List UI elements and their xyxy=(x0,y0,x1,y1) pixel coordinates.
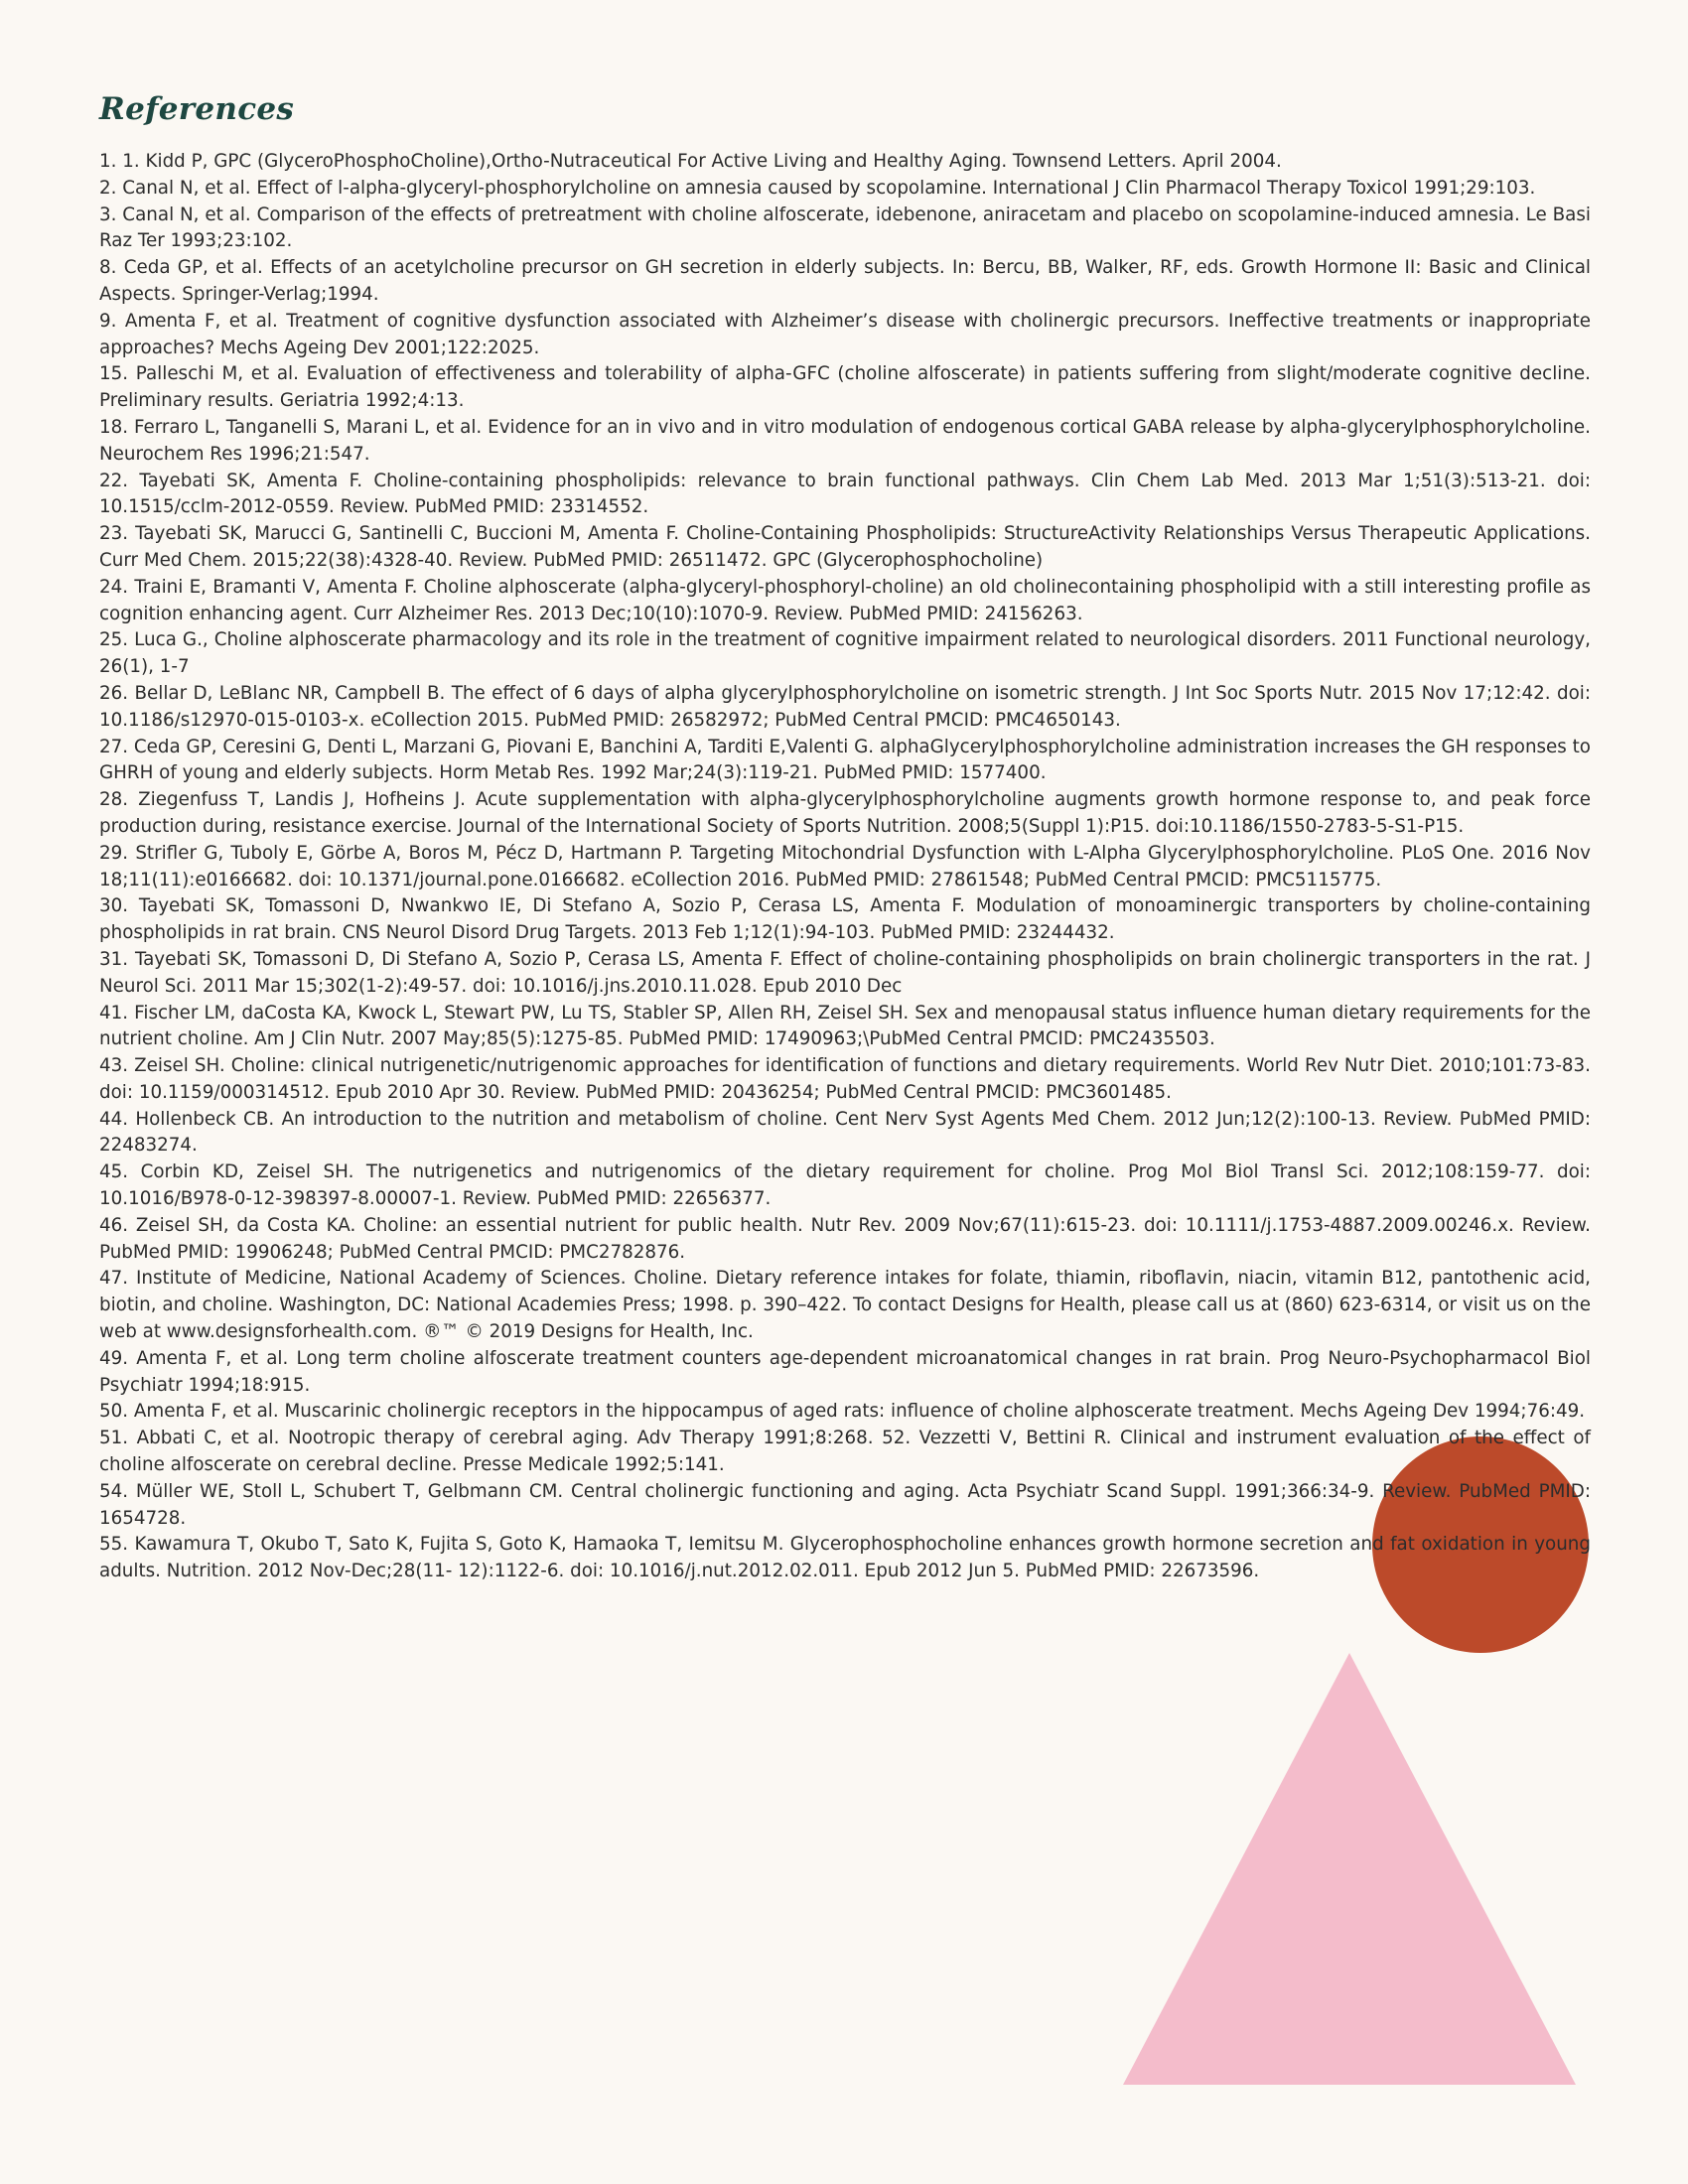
reference-item: 49. Amenta F, et al. Long term choline alfoscerate treatment counters age-dependent microanatomical changes in rat brain. Prog Neuro-Psychopharmacol Biol Psychiatr 1994;18:915. xyxy=(99,1347,1591,1396)
reference-item: 22. Tayebati SK, Amenta F. Choline-containing phospholipids: relevance to brain functional pathways. Clin Chem Lab Med. 2013 Mar 1;51(3):513-21. doi: 10.1515/cclm-2012-0559. Review. PubMed PMID: 23314552. xyxy=(99,470,1591,518)
reference-item: 47. Institute of Medicine, National Academy of Sciences. Choline. Dietary reference intakes for folate, thiamin, riboflavin, niacin, vitamin B12, pantothenic acid, biotin, and choline. Washington, DC: National Academies Press; 1998. p. 390–422. To contact Designs for Health, please call us at (860) 623-6314, or visit us on the web at www.designsforhealth.com. ®™ © 2019 Designs for Health, Inc. xyxy=(99,1268,1591,1343)
reference-item: 27. Ceda GP, Ceresini G, Denti L, Marzani G, Piovani E, Banchini A, Tarditi E,Valenti G. alphaGlycerylphosphorylcholine administration increases the GH responses to GHRH of young and elderly subjects. Horm Metab Res. 1992 Mar;24(3):119-21. PubMed PMID: 1577400. xyxy=(99,736,1591,784)
reference-item: 24. Traini E, Bramanti V, Amenta F. Choline alphoscerate (alpha-glyceryl-phosphoryl-choline) an old cholinecontaining phospholipid with a still interesting profile as cognition enhancing agent. Curr Alzheimer Res. 2013 Dec;10(10):1070-9. Review. PubMed PMID: 24156263. xyxy=(99,576,1591,624)
reference-item: 46. Zeisel SH, da Costa KA. Choline: an essential nutrient for public health. Nutr Rev. 2009 Nov;67(11):615-23. doi: 10.1111/j.1753-4887.2009.00246.x. Review. PubMed PMID: 19906248; PubMed Central PMCID: PMC2782876. xyxy=(99,1214,1591,1263)
reference-item: 54. Müller WE, Stoll L, Schubert T, Gelbmann CM. Central cholinergic functioning and aging. Acta Psychiatr Scand Suppl. 1991;366:34-9. Review. PubMed PMID: 1654728. xyxy=(99,1480,1591,1529)
reference-item: 1. 1. Kidd P, GPC (GlyceroPhosphoCholine),Ortho-Nutraceutical For Active Living and Healthy Aging. Townsend Letters. April 2004. xyxy=(99,151,1282,172)
reference-item: 30. Tayebati SK, Tomassoni D, Nwankwo IE, Di Stefano A, Sozio P, Cerasa LS, Amenta F. Modulation of monoaminergic transporters by choline-containing phospholipids in rat brain. CNS Neurol Disord Drug Targets. 2013 Feb 1;12(1):94-103. PubMed PMID: 23244432. xyxy=(99,895,1591,944)
reference-item: 3. Canal N, et al. Comparison of the effects of pretreatment with choline alfoscerate, idebenone, aniracetam and placebo on scopolamine-induced amnesia. Le Basi Raz Ter 1993;23:102. xyxy=(99,204,1591,252)
references-heading: References xyxy=(99,91,295,127)
reference-item: 28. Ziegenfuss T, Landis J, Hofheins J. Acute supplementation with alpha-glycerylphosphorylcholine augments growth hormone response to, and peak force production during, resistance exercise. Journal of the International Society of Sports Nutrition. 2008;5(Suppl 1):P15. doi:10.1186/1550-2783-5-S1-P15. xyxy=(99,789,1591,837)
reference-item: 51. Abbati C, et al. Nootropic therapy of cerebral aging. Adv Therapy 1991;8:268. 52. Vezzetti V, Bettini R. Clinical and instrument evaluation of the effect of choline alfoscerate on cerebral decline. Presse Medicale 1992;5:141. xyxy=(99,1428,1591,1476)
reference-item: 9. Amenta F, et al. Treatment of cognitive dysfunction associated with Alzheimer’s disease with cholinergic precursors. Ineffective treatments or inappropriate approaches? Mechs Ageing Dev 2001;122:2025. xyxy=(99,310,1591,358)
reference-item: 41. Fischer LM, daCosta KA, Kwock L, Stewart PW, Lu TS, Stabler SP, Allen RH, Zeisel SH. Sex and menopausal status influence human dietary requirements for the nutrient choline. Am J Clin Nutr. 2007 May;85(5):1275-85. PubMed PMID: 17490963;\PubMed Central PMCID: PMC2435503. xyxy=(99,1002,1591,1050)
references-page xyxy=(99,91,1591,1585)
reference-item: 2. Canal N, et al. Effect of l-alpha-glyceryl-phosphorylcholine on amnesia caused by scopolamine. International J Clin Pharmacol Therapy Toxicol 1991;29:103. xyxy=(99,177,1536,199)
decorative-triangle xyxy=(1123,1653,1576,2085)
reference-item: 23. Tayebati SK, Marucci G, Santinelli C, Buccioni M, Amenta F. Choline-Containing Phospholipids: StructureActivity Relationships Versus Therapeutic Applications. Curr Med Chem. 2015;22(38):4328-40. Review. PubMed PMID: 26511472. GPC (Glycerophosphocholine) xyxy=(99,523,1591,571)
reference-item: 55. Kawamura T, Okubo T, Sato K, Fujita S, Goto K, Hamaoka T, Iemitsu M. Glycerophosphocholine enhances growth hormone secretion and fat oxidation in young adults. Nutrition. 2012 Nov-Dec;28(11- 12):1122-6. doi: 10.1016/j.nut.2012.02.011. Epub 2012 Jun 5. PubMed PMID: 22673596. xyxy=(99,1534,1591,1582)
reference-item: 31. Tayebati SK, Tomassoni D, Di Stefano A, Sozio P, Cerasa LS, Amenta F. Effect of choline-containing phospholipids on brain cholinergic transporters in the rat. J Neurol Sci. 2011 Mar 15;302(1-2):49-57. doi: 10.1016/j.jns.2010.11.028. Epub 2010 Dec xyxy=(99,948,1591,997)
reference-item: 26. Bellar D, LeBlanc NR, Campbell B. The effect of 6 days of alpha glycerylphosphorylcholine on isometric strength. J Int Soc Sports Nutr. 2015 Nov 17;12:42. doi: 10.1186/s12970-015-0103-x. eCollection 2015. PubMed PMID: 26582972; PubMed Central PMCID: PMC4650143. xyxy=(99,682,1591,731)
reference-item: 8. Ceda GP, et al. Effects of an acetylcholine precursor on GH secretion in elderly subjects. In: Bercu, BB, Walker, RF, eds. Growth Hormone II: Basic and Clinical Aspects. Springer-Verlag;1994. xyxy=(99,257,1591,305)
reference-item: 15. Palleschi M, et al. Evaluation of effectiveness and tolerability of alpha-GFC (choline alfoscerate) in patients suffering from slight/moderate cognitive decline. Preliminary results. Geriatria 1992;4:13. xyxy=(99,363,1591,412)
reference-item: 25. Luca G., Choline alphoscerate pharmacology and its role in the treatment of cognitive impairment related to neurological disorders. 2011 Functional neurology, 26(1), 1-7 xyxy=(99,629,1591,678)
reference-item: 43. Zeisel SH. Choline: clinical nutrigenetic/nutrigenomic approaches for identification of functions and dietary requirements. World Rev Nutr Diet. 2010;101:73-83. doi: 10.1159/000314512. Epub 2010 Apr 30. Review. PubMed PMID: 20436254; PubMed Central PMCID: PMC3601485. xyxy=(99,1055,1591,1103)
reference-item: 50. Amenta F, et al. Muscarinic cholinergic receptors in the hippocampus of aged rats: influence of choline alphoscerate treatment. Mechs Ageing Dev 1994;76:49. xyxy=(99,1401,1586,1423)
reference-item: 18. Ferraro L, Tanganelli S, Marani L, et al. Evidence for an in vivo and in vitro modulation of endogenous cortical GABA release by alpha-glycerylphosphorylcholine. Neurochem Res 1996;21:547. xyxy=(99,416,1591,465)
reference-item: 45. Corbin KD, Zeisel SH. The nutrigenetics and nutrigenomics of the dietary requirement for choline. Prog Mol Biol Transl Sci. 2012;108:159-77. doi: 10.1016/B978-0-12-398397-8.00007-1. Review. PubMed PMID: 22656377. xyxy=(99,1161,1591,1210)
reference-item: 44. Hollenbeck CB. An introduction to the nutrition and metabolism of choline. Cent Nerv Syst Agents Med Chem. 2012 Jun;12(2):100-13. Review. PubMed PMID: 22483274. xyxy=(99,1108,1591,1157)
reference-item: 29. Strifler G, Tuboly E, Görbe A, Boros M, Pécz D, Hartmann P. Targeting Mitochondrial Dysfunction with L-Alpha Glycerylphosphorylcholine. PLoS One. 2016 Nov 18;11(11):e0166682. doi: 10.1371/journal.pone.0166682. eCollection 2016. PubMed PMID: 27861548; PubMed Central PMCID: PMC5115775. xyxy=(99,842,1591,890)
reference-list xyxy=(99,149,1591,1585)
